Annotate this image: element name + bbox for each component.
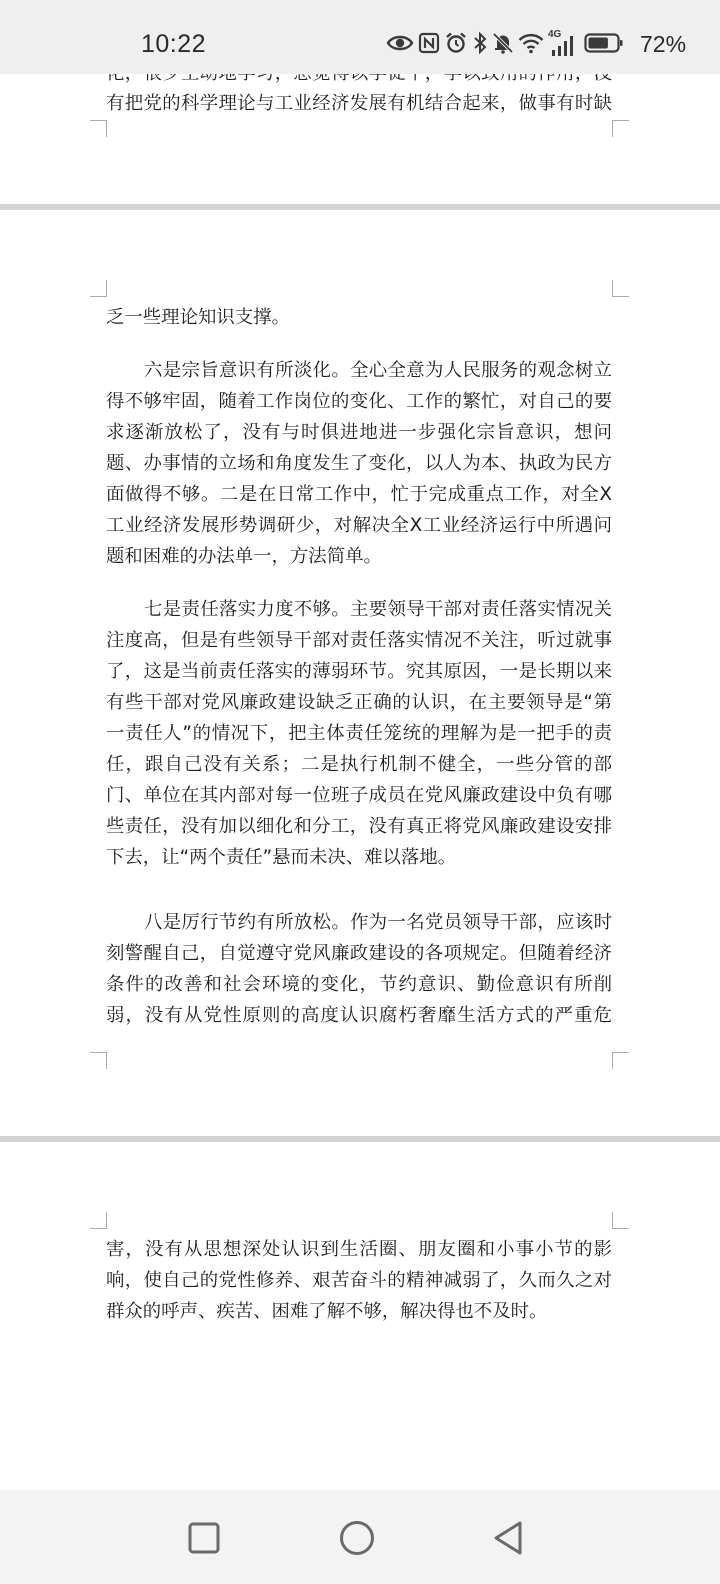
- paragraph-8-line: 弱，没有从党性原则的高度认识腐朽奢靡生活方式的严重危: [106, 1005, 612, 1026]
- status-icons: [386, 30, 628, 60]
- paragraph-continuation-line: 害，没有从思想深处认识到生活圈、朋友圈和小事小节的影: [106, 1239, 612, 1260]
- paragraph-continuation: 乏一些理论知识支撑。: [106, 307, 290, 328]
- paragraph-7-line: 七是责任落实力度不够。主要领导干部对责任落实情况关: [144, 599, 612, 620]
- network-type-label: 4G: [548, 29, 562, 40]
- paragraph-6-line: 得不够牢固，随着工作岗位的变化、工作的繁忙，对自己的要: [106, 391, 612, 412]
- cellular-signal-icon: [548, 29, 578, 58]
- page-margin-corner: [90, 120, 107, 137]
- bluetooth-icon: [472, 31, 488, 59]
- recent-apps-button[interactable]: [176, 1510, 232, 1566]
- text-line: 有把党的科学理论与工业经济发展有机结合起来，做事有时缺: [106, 93, 612, 114]
- alarm-icon: [444, 31, 468, 59]
- page-margin-corner: [612, 1212, 629, 1229]
- wifi-icon: [518, 32, 544, 58]
- back-triangle-icon: [492, 1520, 524, 1556]
- page-margin-corner: [612, 120, 629, 137]
- status-time: 10:22: [141, 30, 207, 58]
- paragraph-7-line: 有些干部对党风廉政建设缺乏正确的认识，在主要领导是“第: [106, 692, 612, 713]
- paragraph-6-line: 题、办事情的立场和角度发生了变化，以人为本、执政为民方: [106, 453, 612, 474]
- status-bar: [0, 0, 720, 74]
- paragraph-continuation-line: 响，使自己的党性修养、艰苦奋斗的精神减弱了，久而久之对: [106, 1270, 612, 1291]
- paragraph-7-line: 了，这是当前责任落实的薄弱环节。究其原因，一是长期以来: [106, 661, 612, 682]
- home-button[interactable]: [329, 1510, 385, 1566]
- mute-icon: [492, 31, 514, 59]
- paragraph-7-line: 注度高，但是有些领导干部对责任落实情况不关注，听过就事: [106, 630, 612, 651]
- paragraph-7-line: 下去，让“两个责任”悬而未决、难以落地。: [106, 847, 457, 868]
- document-page-2: [0, 210, 720, 1136]
- page-margin-corner: [612, 1052, 629, 1069]
- paragraph-6-line: 工业经济发展形势调研少，对解决全X工业经济运行中所遇问: [106, 515, 612, 536]
- paragraph-7-line: 些责任，没有加以细化和分工，没有真正将党风廉政建设安排: [106, 816, 612, 837]
- navigation-bar: [0, 1490, 720, 1584]
- back-button[interactable]: [480, 1510, 536, 1566]
- paragraph-8-line: 刻警醒自己，自觉遵守党风廉政建设的各项规定。但随着经济: [106, 943, 612, 964]
- paragraph-7-line: 任，跟自己没有关系；二是执行机制不健全，一些分管的部: [106, 754, 612, 775]
- page-margin-corner: [90, 280, 107, 297]
- paragraph-7-line: 门、单位在其内部对每一位班子成员在党风廉政建设中负有哪: [106, 785, 612, 806]
- page-margin-corner: [90, 1052, 107, 1069]
- paragraph-7-line: 一责任人”的情况下，把主体责任笼统的理解为是一把手的责: [106, 723, 612, 744]
- battery-percentage: 72%: [640, 31, 687, 57]
- paragraph-6-line: 求逐渐放松了，没有与时俱进地进一步强化宗旨意识，想问: [106, 422, 612, 443]
- paragraph-8-line: 八是厉行节约有所放松。作为一名党员领导干部，应该时: [144, 912, 612, 933]
- paragraph-continuation-line: 群众的呼声、疾苦、困难了解不够，解决得也不及时。: [106, 1301, 548, 1322]
- paragraph-8-line: 条件的改善和社会环境的变化，节约意识、勤俭意识有所削: [106, 974, 612, 995]
- paragraph-6-line: 题和困难的办法单一，方法简单。: [106, 546, 382, 567]
- circle-icon: [339, 1520, 375, 1556]
- battery-icon: [584, 32, 624, 58]
- square-icon: [188, 1522, 220, 1554]
- eye-comfort-icon: [386, 32, 414, 58]
- battery-level-fill: [589, 38, 608, 49]
- nfc-icon: [418, 32, 440, 58]
- paragraph-6-line: 六是宗旨意识有所淡化。全心全意为人民服务的观念树立: [144, 360, 612, 381]
- paragraph-6-line: 面做得不够。二是在日常工作中，忙于完成重点工作，对全X: [106, 484, 612, 505]
- page-margin-corner: [612, 280, 629, 297]
- page-margin-corner: [90, 1212, 107, 1229]
